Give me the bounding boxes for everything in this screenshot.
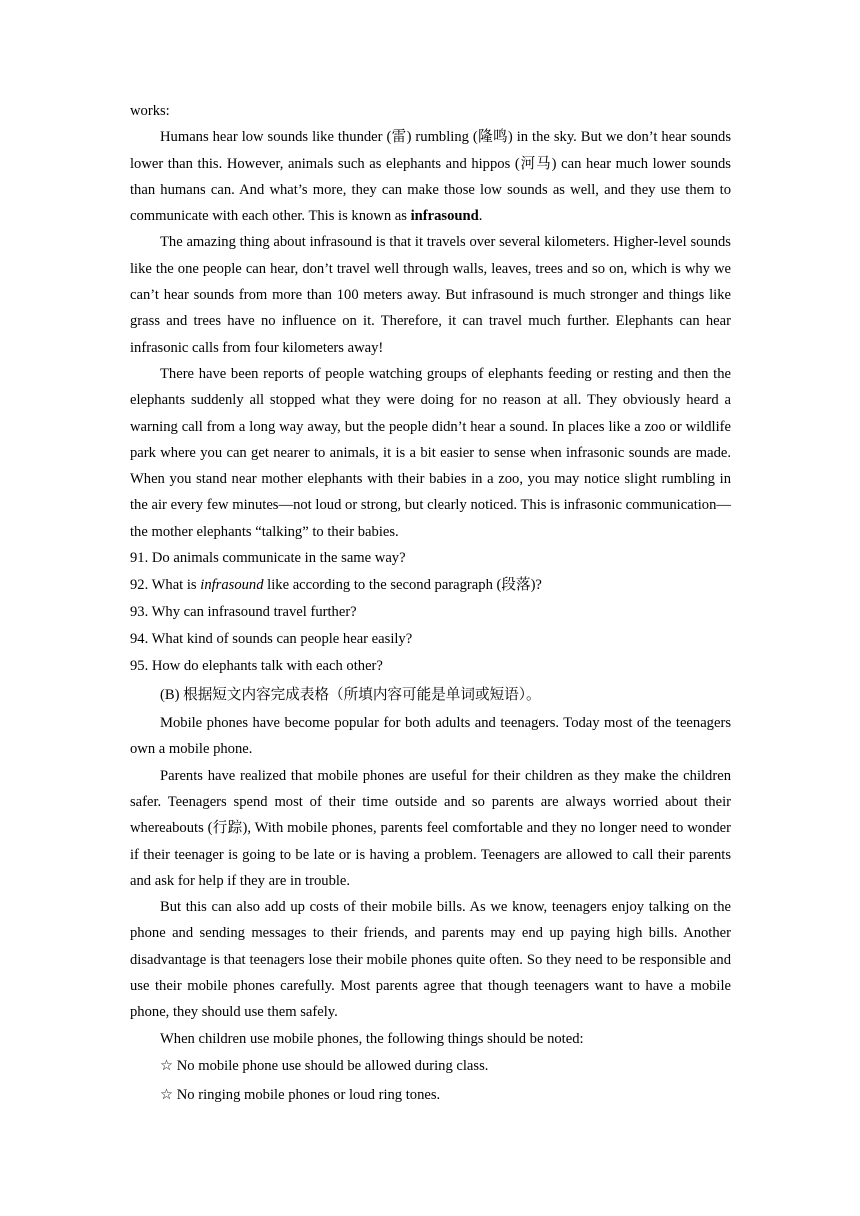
paragraph-1-text: Humans hear low sounds like thunder (雷) rumbling (隆鸣) in the sky. But we don’t hear sounds lower than this. However, animals such as elephants and hippos (河马) can hear much lower sounds than humans can. And what’s more, they can make those low sounds as well, and they use them to communicate with each other. This is known as <box>130 129 731 225</box>
passage-a-paragraph-1 <box>130 124 731 229</box>
section-b-paragraph-3: But this can also add up costs of their mobile bills. As we know, teenagers enjoy talking on the phone and sending messages to their friends, and parents may end up paying high bills. Another disadvantage is that teenagers lose their mobile phones quite often. So they need to be responsible and use their mobile phones carefully. Most parents agree that though teenagers want to have a mobile phone, they should use them safely. <box>130 899 731 1021</box>
question-93: 93. Why can infrasound travel further? <box>130 604 357 621</box>
section-b-paragraph-4: When children use mobile phones, the following things should be noted: <box>160 1030 584 1047</box>
question-95: 95. How do elephants talk with each other? <box>130 658 383 675</box>
section-b-paragraph-2: Parents have realized that mobile phones are useful for their children as they make the children safer. Teenagers spend most of their time outside and so parents are always worried about their whereabouts (行踪), With mobile phones, parents feel comfortable and they no longer need to wonder if their teenager is going to be late or is having a problem. Teenagers are allowed to call their parents and ask for help if they are in trouble. <box>130 767 731 889</box>
question-92-end: like according to the second paragraph (段落)? <box>263 577 542 594</box>
passage-intro: works: <box>130 103 170 119</box>
passage-a-paragraph-3: There have been reports of people watching groups of elephants feeding or resting and then the elephants suddenly all stopped what they were doing for no reason at all. They obviously heard a warning call from a long way away, but the people didn’t hear a sound. In places like a zoo or wildlife park where you can get nearer to animals, it is a bit easier to sense when infrasonic sounds are made. When you stand near mother elephants with their babies in a zoo, you may notice slight rumbling in the air every few minutes—not loud or strong, but clearly noticed. This is infrasonic communication—the mother elephants “talking” to their babies. <box>130 365 731 540</box>
question-91: 91. Do animals communicate in the same way? <box>130 550 406 567</box>
section-b-paragraph-1: Mobile phones have become popular for both adults and teenagers. Today most of the teenagers own a mobile phone. <box>130 715 731 758</box>
rule-item-2: ☆ No ringing mobile phones or loud ring tones. <box>160 1086 441 1103</box>
question-92 <box>130 572 731 599</box>
question-94: 94. What kind of sounds can people hear easily? <box>130 631 413 648</box>
paragraph-1-end: . <box>478 208 483 225</box>
term-infrasound: infrasound <box>410 208 479 225</box>
section-b-heading: (B) 根据短文内容完成表格（所填内容可能是单词或短语）。 <box>160 687 541 704</box>
question-92-start: 92. What is <box>130 577 201 594</box>
passage-a-paragraph-2: The amazing thing about infrasound is that it travels over several kilometers. Higher-level sounds like the one people can hear, don’t travel well through walls, leaves, trees and so on, which is why we can’t hear sounds from more than 100 meters away. But infrasound is much stronger and things like grass and trees have no influence on it. Therefore, it can travel much further. Elephants can hear infrasonic calls from four kilometers away! <box>130 234 731 356</box>
question-92-term: infrasound <box>200 577 264 594</box>
document-page <box>130 98 731 1110</box>
rule-item-1: ☆ No mobile phone use should be allowed during class. <box>160 1057 489 1074</box>
